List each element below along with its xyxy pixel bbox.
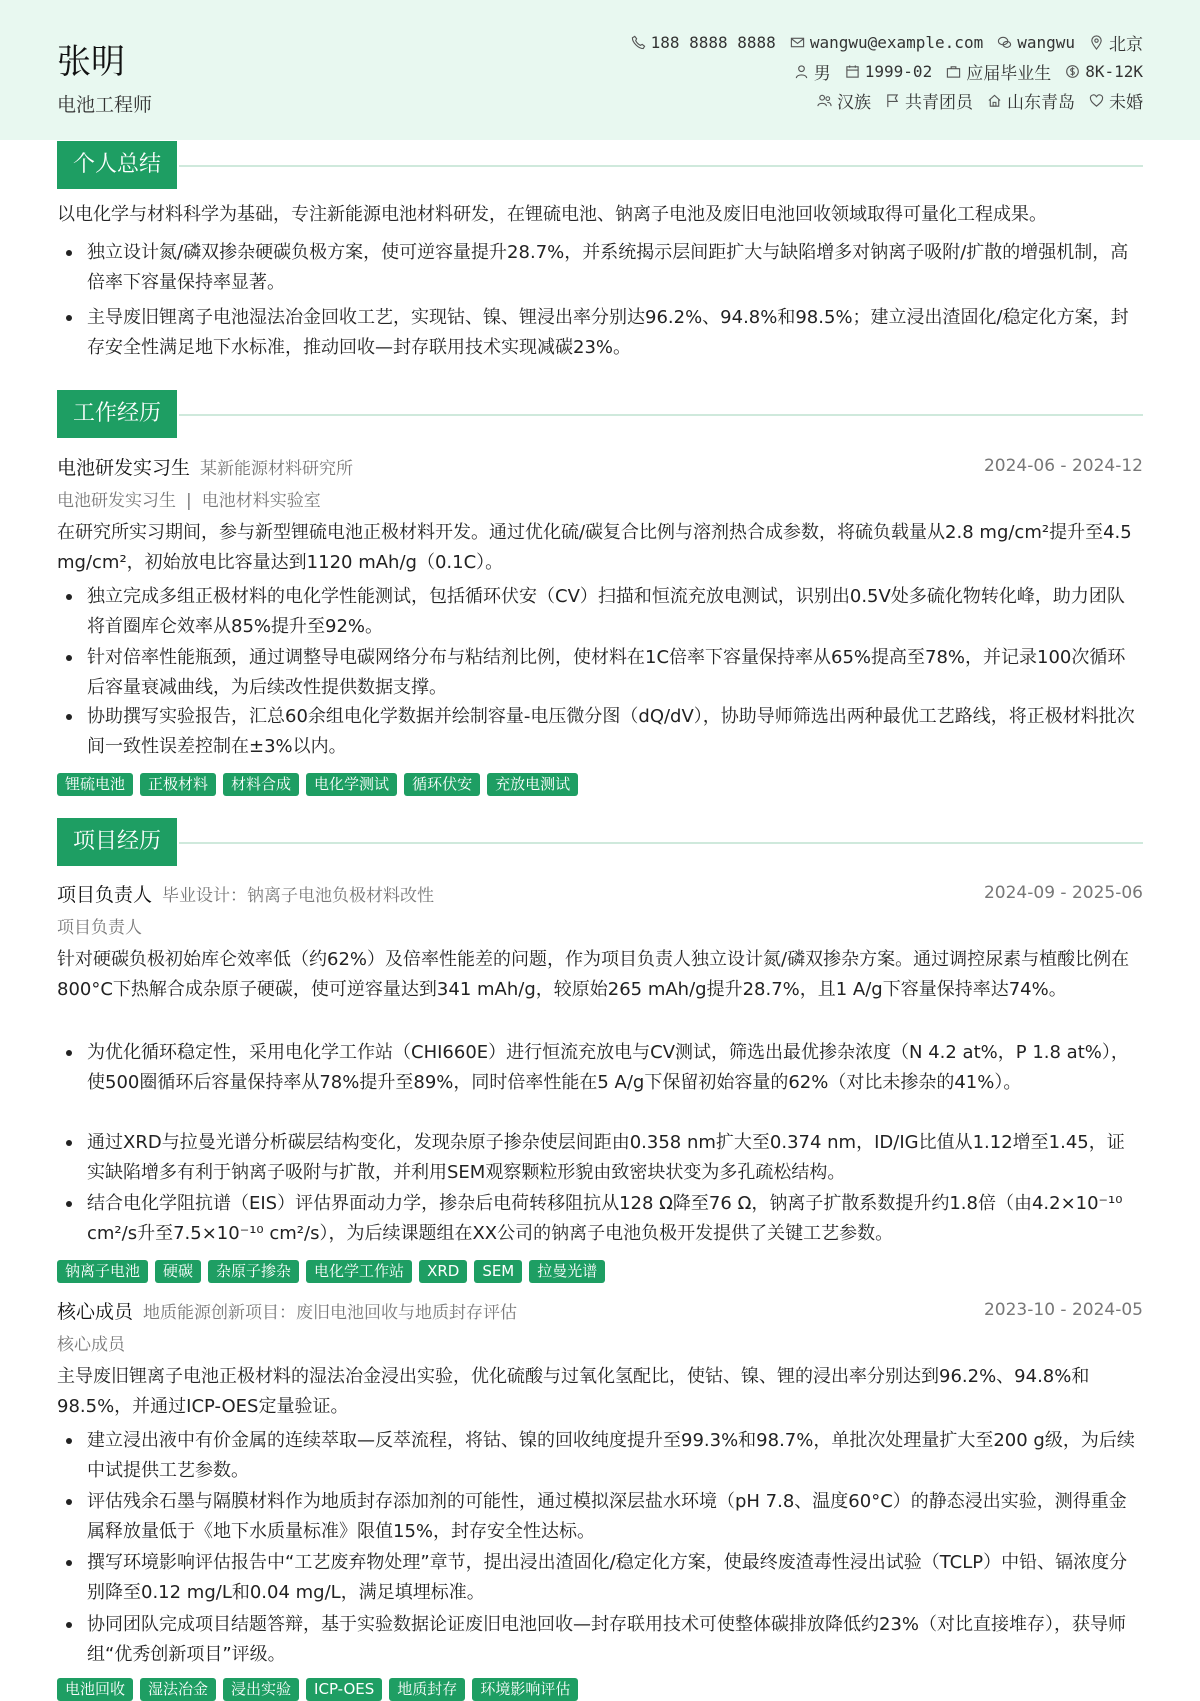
hometown-item [987,88,1075,113]
skill-tag: 电化学工作站 [306,1260,412,1283]
project-bullet: 评估残余石墨与隔膜材料作为地质封存添加剂的可能性，通过模拟深层盐水环境（pH 7.8、温度60°C）的静态浸出实验，测得重金属释放量低于《地下水质量标准》限值15%，封存安全性达标。 [87,1487,1137,1547]
skill-tag: XRD [419,1260,467,1283]
work-role [57,453,353,480]
work-role-title: 电池研发实习生 [57,457,191,479]
contact-row-2 [794,59,1143,84]
project-role [57,880,434,907]
resume-header [0,0,1200,140]
work-section-title: 工作经历 [57,390,177,438]
heart-icon [1089,93,1104,108]
wechat-icon [997,35,1012,50]
wechat-item [997,30,1075,55]
skill-tag: 电化学测试 [306,773,397,796]
project-bullet: 为优化循环稳定性，采用电化学工作站（CHI660E）进行恒流充放电与CV测试，筛选出最优掺杂浓度（N 4.2 at%，P 1.8 at%），使500圈循环后容量保持率从78%提升至89%，同时倍率性能在5 A/g下保留初始容量的62%（对比未掺杂的41%）。 [87,1038,1137,1098]
phone-number: 188 8888 8888 [650,33,776,52]
home-icon [987,93,1002,108]
phone-item [631,30,776,55]
skill-tag: 锂硫电池 [57,773,133,796]
ethnicity-item [817,88,871,113]
mail-icon [790,35,805,50]
skill-tag: 正极材料 [140,773,216,796]
work-subtitle [57,486,321,511]
user-icon [794,64,809,79]
candidate-name: 张明 [57,42,125,82]
ethnicity: 汉族 [837,93,871,113]
skill-tag: 充放电测试 [487,773,578,796]
section-divider [179,414,1143,416]
work-subtitle-separator: | [186,491,192,511]
email-item [790,30,983,55]
projects-section-title: 项目经历 [57,818,177,866]
summary-intro: 以电化学与材料科学为基础，专注新能源电池材料研发，在锂硫电池、钠离子电池及废旧电池回收领域取得可量化工程成果。 [57,204,1047,225]
skill-tag: 拉曼光谱 [529,1260,605,1283]
political-status: 共青团员 [905,93,973,113]
skill-tag: 循环伏安 [404,773,480,796]
summary-section-header [57,141,1143,189]
project-bullet: 建立浸出液中有价金属的连续萃取—反萃流程，将钴、镍的回收纯度提升至99.3%和98.7%，单批次处理量扩大至200 g级，为后续中试提供工艺参数。 [87,1426,1137,1486]
skill-tag: 材料合成 [223,773,299,796]
summary-bullet: 独立设计氮/磷双掺杂硬碳负极方案，使可逆容量提升28.7%，并系统揭示层间距扩大与缺陷增多对钠离子吸附/扩散的增强机制，高倍率下容量保持率显著。 [87,238,1137,298]
gender: 男 [813,64,831,84]
city-item [1089,30,1143,55]
project-name: 毕业设计：钠离子电池负极材料改性 [162,886,435,906]
projects-section-header [57,818,1143,866]
section-divider [179,165,1143,167]
wechat-id: wangwu [1017,33,1075,52]
project-tag-list [57,1678,578,1701]
briefcase-icon [946,64,961,79]
marital-item [1089,88,1143,113]
people-icon [817,93,832,108]
work-tag-list [57,773,578,796]
skill-tag: 湿法冶金 [140,1678,216,1701]
project-intro: 主导废旧锂离子电池正极材料的湿法冶金浸出实验，优化硫酸与过氧化氢配比，使钴、镍、锂的浸出率分别达到96.2%、94.8%和98.5%，并通过ICP-OES定量验证。 [57,1366,1090,1417]
calendar-icon [845,64,860,79]
contact-row-3 [817,88,1143,113]
work-section-header [57,390,1143,438]
birth-date: 1999-02 [864,62,933,81]
expected-salary: 8K-12K [1085,62,1143,81]
skill-tag: 环境影响评估 [472,1678,578,1701]
skill-tag: 地质封存 [389,1678,465,1701]
work-subtitle-role: 电池研发实习生 [57,491,176,511]
contact-row-1 [631,30,1143,55]
project-bullet: 结合电化学阻抗谱（EIS）评估界面动力学，掺杂后电荷转移阻抗从128 Ω降至76 Ω，钠离子扩散系数提升约1.8倍（由4.2×10⁻¹⁰ cm²/s升至7.5×10⁻¹⁰ cm²/s），为后续课题组在XX公司的钠离子电池负极开发提供了关键工艺参数。 [87,1189,1137,1249]
project-date: 2024-09 - 2025-06 [983,883,1143,903]
skill-tag: 浸出实验 [223,1678,299,1701]
hometown: 山东青岛 [1007,93,1075,113]
skill-tag: 电池回收 [57,1678,133,1701]
salary-item [1065,59,1143,84]
section-divider [179,842,1143,844]
work-organization: 某新能源材料研究所 [200,459,354,479]
work-date: 2024-06 - 2024-12 [983,456,1143,476]
work-bullet: 独立完成多组正极材料的电化学性能测试，包括循环伏安（CV）扫描和恒流充放电测试，识别出0.5V处多硫化物转化峰，助力团队将首圈库仑效率从85%提升至92%。 [87,582,1137,642]
project-name: 地质能源创新项目：废旧电池回收与地质封存评估 [143,1303,518,1323]
project-intro: 针对硬碳负极初始库仑效率低（约62%）及倍率性能差的问题，作为项目负责人独立设计氮/磷双掺杂方案。通过调控尿素与植酸比例在800°C下热解合成杂原子硬碳，使可逆容量达到341 mAh/g，较原始265 mAh/g提升28.7%，且1 A/g下容量保持率达74%。 [57,949,1130,1000]
skill-tag: 杂原子掺杂 [208,1260,299,1283]
project-subtitle: 项目负责人 [57,918,142,938]
graduation-status: 应届毕业生 [966,64,1052,84]
work-intro: 在研究所实习期间，参与新型锂硫电池正极材料开发。通过优化硫/碳复合比例与溶剂热合成参数，将硫负载量从2.8 mg/cm²提升至4.5 mg/cm²，初始放电比容量达到1120 mAh/g（0.1C）。 [57,522,1132,573]
skill-tag: ICP-OES [306,1678,382,1701]
skill-tag: SEM [474,1260,522,1283]
politics-item [885,88,973,113]
project-role [57,1297,517,1324]
work-bullet: 针对倍率性能瓶颈，通过调整导电碳网络分布与粘结剂比例，使材料在1C倍率下容量保持率从65%提高至78%，并记录100次循环后容量衰减曲线，为后续改性提供数据支撑。 [87,643,1137,703]
skill-tag: 钠离子电池 [57,1260,148,1283]
job-title: 电池工程师 [57,94,153,116]
money-icon [1065,64,1080,79]
summary-section-title: 个人总结 [57,141,177,189]
birth-item [845,59,932,84]
project-date: 2023-10 - 2024-05 [983,1300,1143,1320]
project-subtitle: 核心成员 [57,1335,125,1355]
status-item [946,59,1051,84]
work-subtitle-dept: 电池材料实验室 [201,491,321,511]
marital-status: 未婚 [1109,93,1143,113]
project-bullet: 通过XRD与拉曼光谱分析碳层结构变化，发现杂原子掺杂使层间距由0.358 nm扩大至0.374 nm，ID/IG比值从1.12增至1.45，证实缺陷增多有利于钠离子吸附与扩散，并利用SEM观察颗粒形貌由致密块状变为多孔疏松结构。 [87,1128,1137,1188]
flag-icon [885,93,900,108]
work-bullet: 协助撰写实验报告，汇总60余组电化学数据并绘制容量-电压微分图（dQ/dV），协助导师筛选出两种最优工艺路线，将正极材料批次间一致性误差控制在±3%以内。 [87,702,1137,762]
project-bullet: 撰写环境影响评估报告中“工艺废弃物处理”章节，提出浸出渣固化/稳定化方案，使最终废渣毒性浸出试验（TCLP）中铅、镉浓度分别降至0.12 mg/L和0.04 mg/L，满足填埋标准。 [87,1548,1137,1608]
gender-item [794,59,831,84]
project-role-title: 核心成员 [57,1301,134,1323]
skill-tag: 硬碳 [155,1260,201,1283]
city: 北京 [1109,35,1143,55]
project-tag-list [57,1260,605,1283]
email-address: wangwu@example.com [809,33,984,52]
location-icon [1089,35,1104,50]
project-bullet: 协同团队完成项目结题答辩，基于实验数据论证废旧电池回收—封存联用技术可使整体碳排放降低约23%（对比直接堆存），获导师组“优秀创新项目”评级。 [87,1610,1137,1670]
project-role-title: 项目负责人 [57,884,153,906]
summary-bullet: 主导废旧锂离子电池湿法冶金回收工艺，实现钴、镍、锂浸出率分别达96.2%、94.8%和98.5%；建立浸出渣固化/稳定化方案，封存安全性满足地下水标准，推动回收—封存联用技术实现减碳23%。 [87,303,1137,363]
phone-icon [631,35,646,50]
